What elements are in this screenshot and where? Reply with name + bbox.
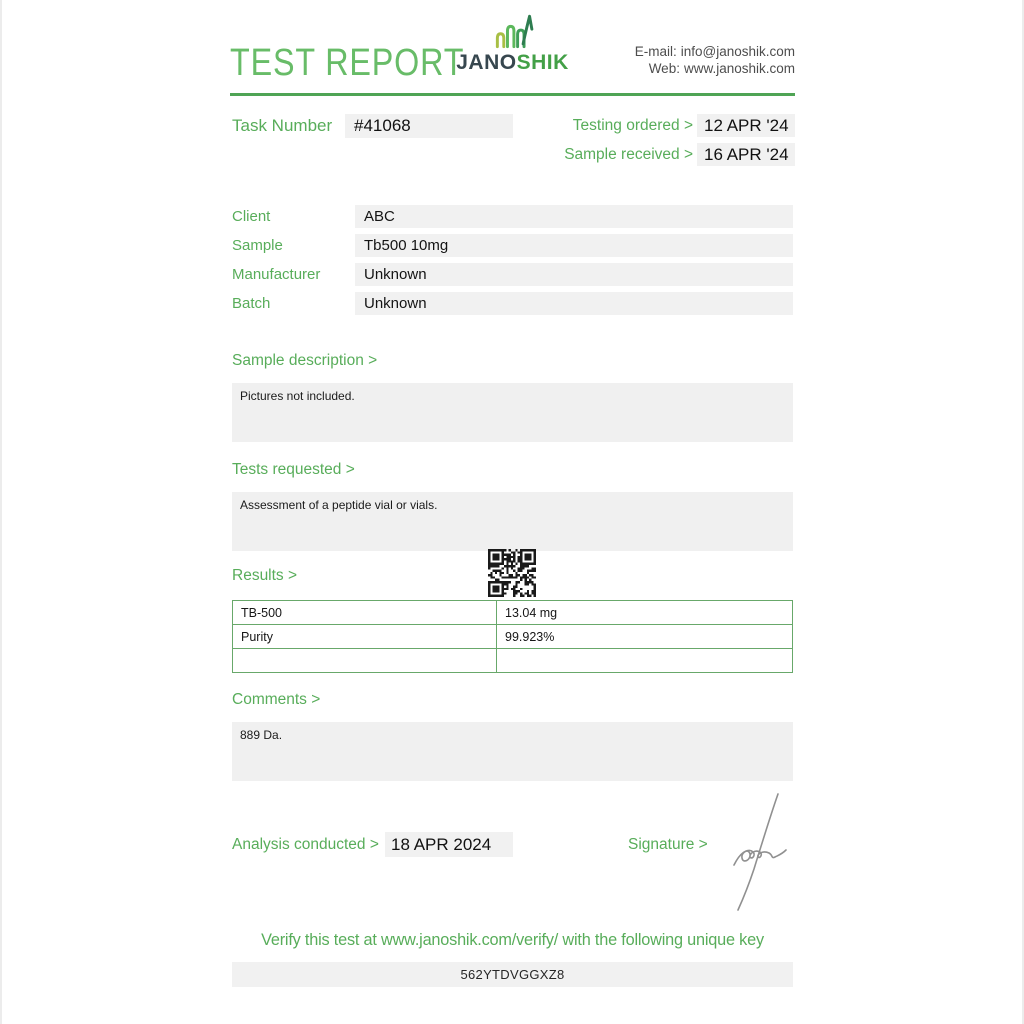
table-row [233, 649, 793, 673]
tests-requested-label: Tests requested > [232, 461, 355, 478]
web-value: www.janoshik.com [683, 61, 795, 76]
email-value: info@janoshik.com [680, 44, 795, 59]
signature-icon [712, 791, 797, 918]
page-left-edge [0, 0, 2, 1024]
results-table [232, 600, 793, 673]
analysis-date: 18 APR 2024 [385, 832, 513, 857]
client-label: Client [232, 208, 271, 225]
results-label: Results > [232, 567, 298, 584]
email-line [635, 43, 795, 60]
sample-description-box: Pictures not included. [232, 383, 793, 442]
contact-info [635, 43, 795, 77]
batch-label: Batch [232, 295, 271, 312]
sample-received-label: Sample received > [564, 146, 693, 163]
comments-label: Comments > [232, 691, 321, 708]
tests-requested-box: Assessment of a peptide vial or vials. [232, 492, 793, 551]
unique-key: 562YTDVGGXZ8 [232, 962, 793, 987]
testing-ordered-label: Testing ordered > [572, 117, 693, 134]
batch-value: Unknown [355, 292, 793, 315]
result-name: Purity [233, 625, 497, 649]
result-value [497, 649, 793, 673]
table-row [233, 601, 793, 625]
header-divider [230, 93, 795, 96]
sample-label: Sample [232, 237, 283, 254]
manufacturer-label: Manufacturer [232, 266, 321, 283]
logo-text-shik: SHIK [516, 51, 569, 74]
page-title: TEST REPORT [230, 42, 465, 84]
sample-value: Tb500 10mg [355, 234, 793, 257]
result-value: 99.923% [497, 625, 793, 649]
verify-text: Verify this test at www.janoshik.com/verify/ with the following unique key [261, 931, 764, 949]
task-number-value: #41068 [345, 114, 513, 138]
logo-wordmark [450, 51, 575, 75]
result-name [233, 649, 497, 673]
signature-label: Signature > [628, 836, 708, 853]
web-line [635, 60, 795, 77]
task-number-label: Task Number [232, 116, 333, 135]
testing-ordered-date: 12 APR '24 [697, 114, 795, 137]
manufacturer-value: Unknown [355, 263, 793, 286]
logo [450, 12, 575, 75]
result-name: TB-500 [233, 601, 497, 625]
web-label: Web: [648, 61, 680, 76]
comments-box: 889 Da. [232, 722, 793, 781]
table-row [233, 625, 793, 649]
logo-text-jano: JANO [456, 51, 517, 74]
bar-chart-growth-icon [490, 12, 536, 50]
sample-received-date: 16 APR '24 [697, 143, 795, 166]
result-value: 13.04 mg [497, 601, 793, 625]
email-label: E-mail: [634, 44, 677, 59]
analysis-conducted-label: Analysis conducted > [232, 836, 379, 853]
sample-description-label: Sample description > [232, 352, 378, 369]
client-value: ABC [355, 205, 793, 228]
qr-code-icon [488, 549, 536, 597]
